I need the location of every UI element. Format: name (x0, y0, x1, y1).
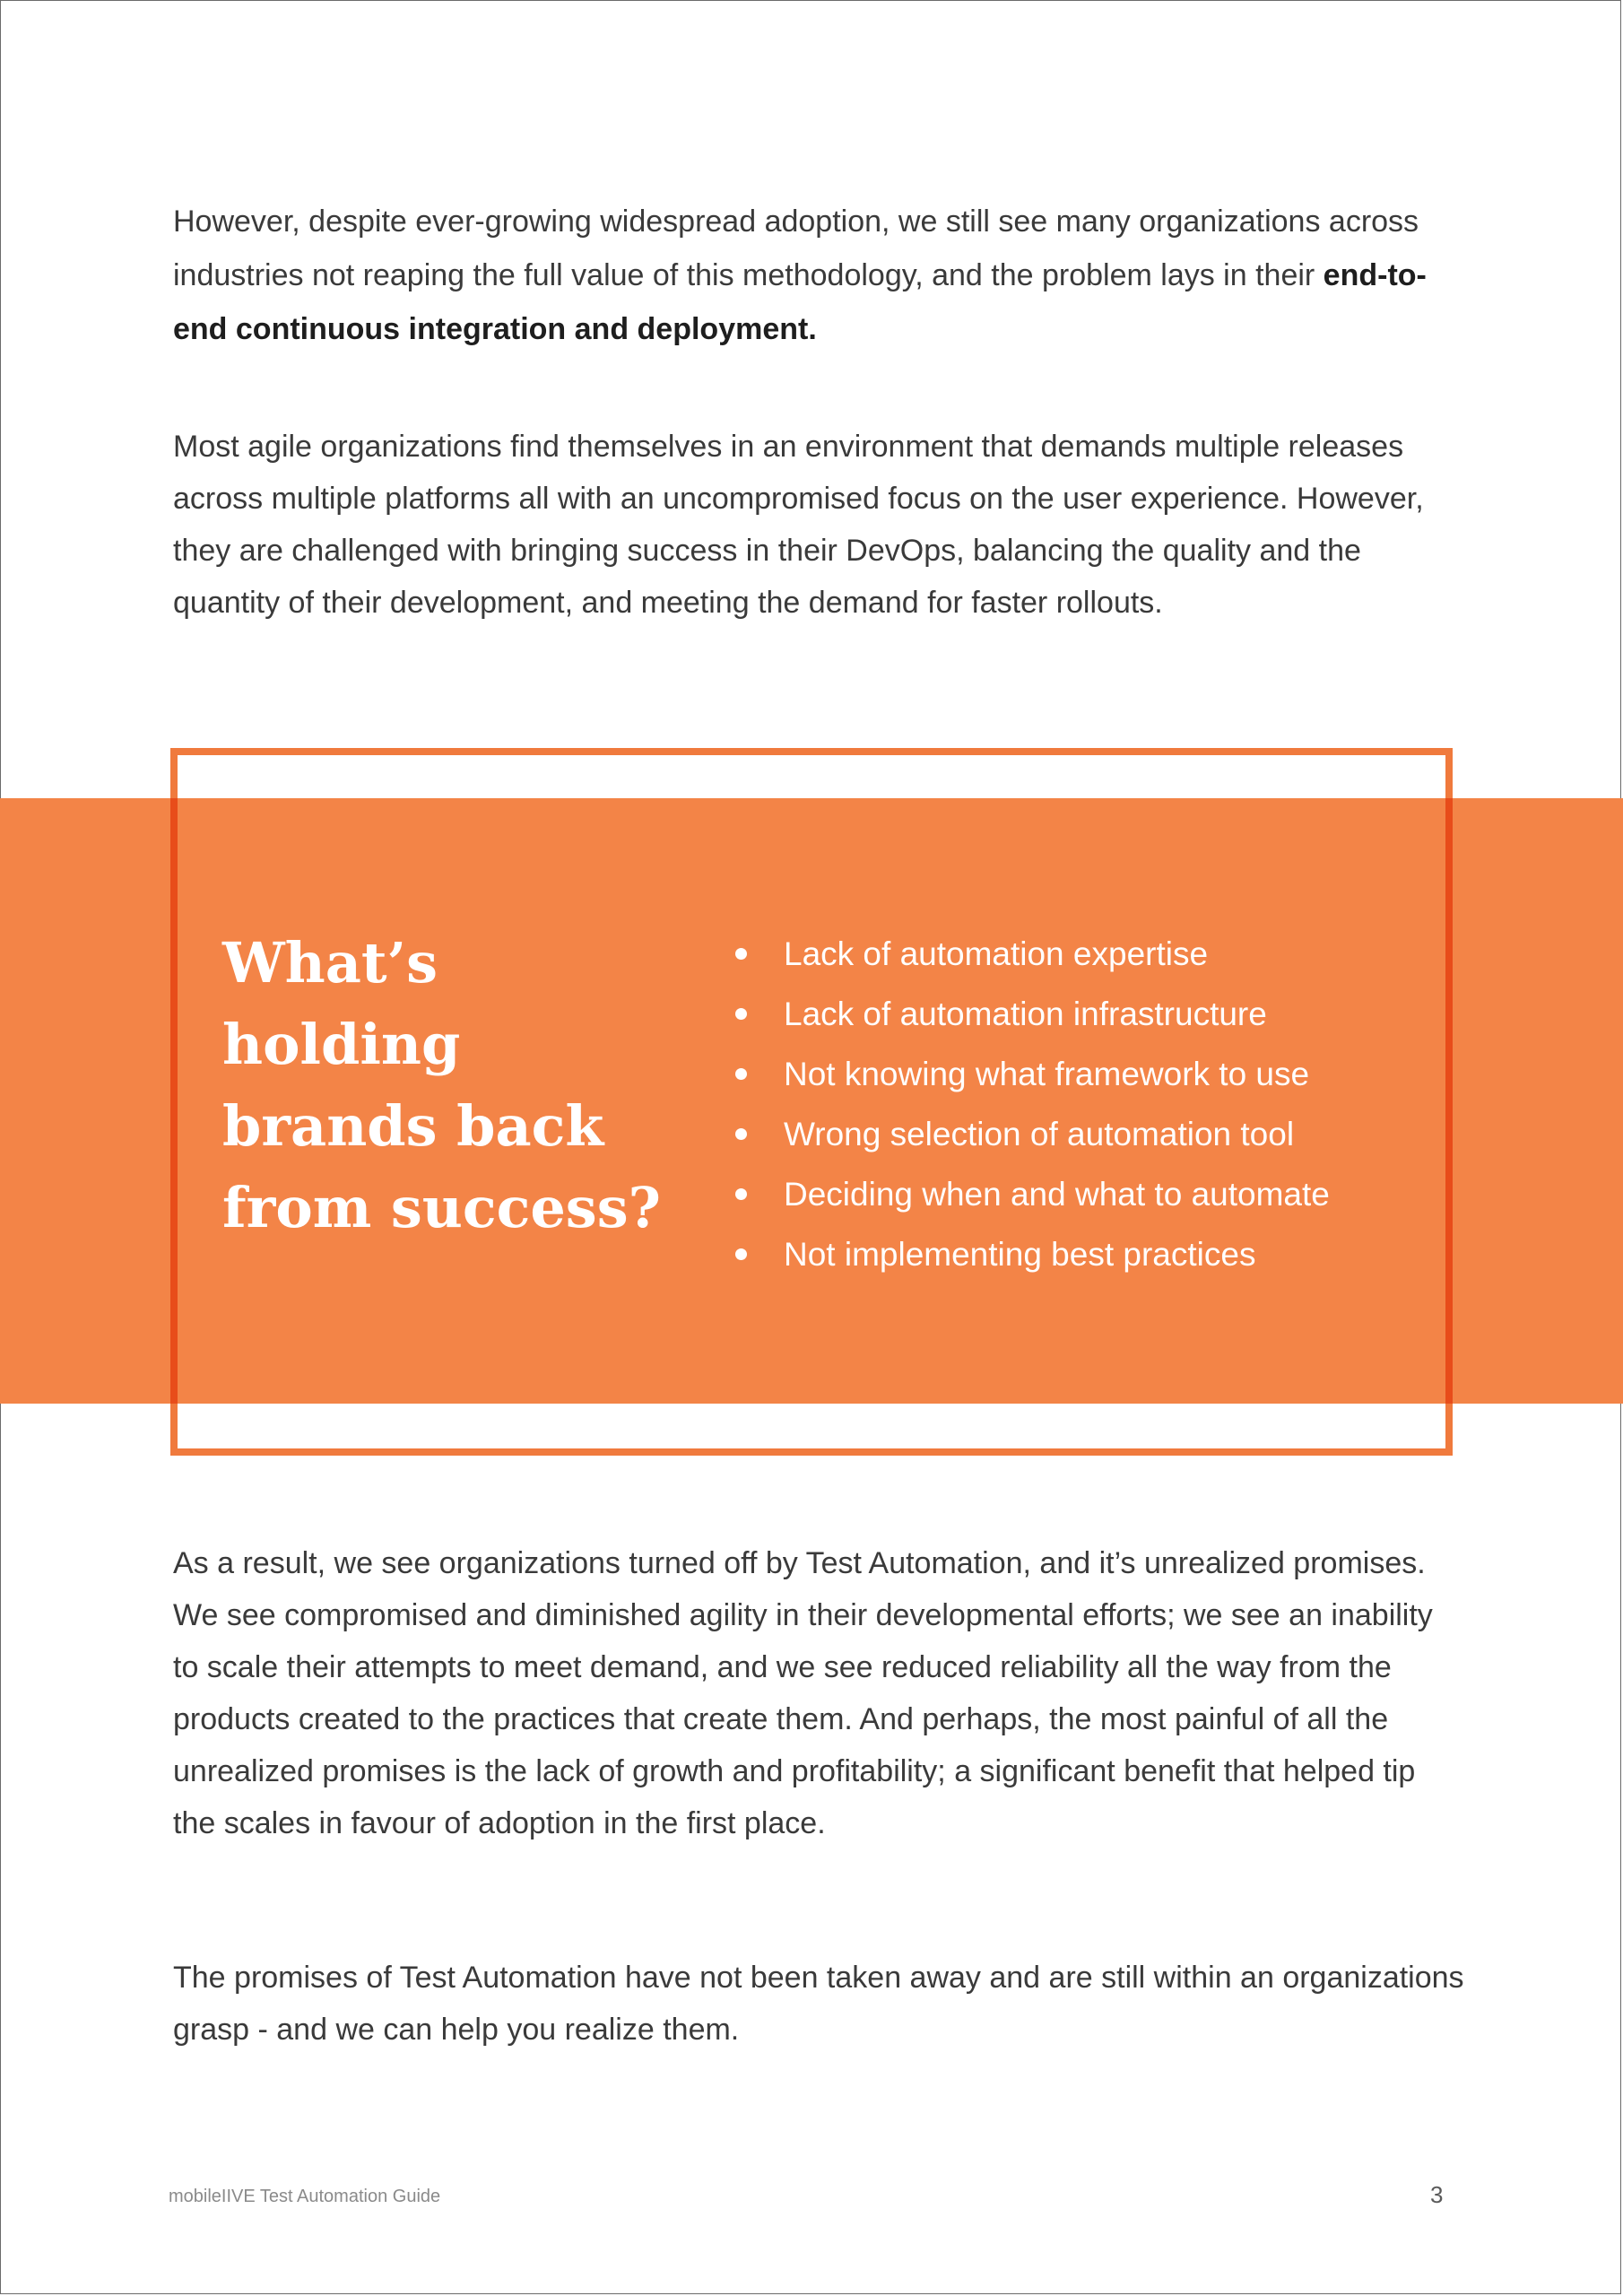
intro-paragraph-text: However, despite ever-growing widespread adoption, we still see many organizations across industries not reaping the full value of this methodology, and the problem lays in their (173, 204, 1419, 292)
callout-item-text: Lack of automation infrastructure (784, 996, 1267, 1032)
agile-paragraph: Most agile organizations find themselves in an environment that demands multiple releases across multiple platforms all with an uncompromised focus on the user experience. However, they are challenged with bringing success in their DevOps, balancing the quality and the quantity of their development, and meeting the demand for faster rollouts. (173, 430, 1424, 620)
result-paragraph: As a result, we see organizations turned off by Test Automation, and it’s unrealized promises. We see compromised and diminished agility in their developmental efforts; we see an inability to scale their attempts to meet demand, and we see reduced reliability all the way from the products created to the practices that create them. And perhaps, the most painful of all the unrealized promises is the lack of growth and profitability; a significant benefit that helped tip the scales in favour of adoption in the first place. (173, 1546, 1433, 1840)
callout-list-item (725, 1224, 1330, 1284)
bullet-icon (735, 1008, 747, 1020)
callout-item-text: Not knowing what framework to use (784, 1056, 1310, 1092)
intro-paragraph-emphasis: end-to-end continuous integration and deployment. (173, 258, 1427, 346)
callout-item-text: Lack of automation expertise (784, 935, 1209, 972)
bullet-icon (735, 1248, 747, 1260)
callout-item-text: Deciding when and what to automate (784, 1176, 1330, 1213)
bullet-icon (735, 948, 747, 960)
bullet-icon (735, 1068, 747, 1080)
callout-heading-line: from success? (222, 1175, 661, 1240)
callout-outline-left-edge (170, 798, 178, 1404)
callout-heading (222, 922, 689, 1248)
callout-list-item (725, 1164, 1330, 1224)
callout-heading-line: What’s holding (222, 930, 461, 1077)
callout-list-item (725, 924, 1330, 984)
callout-list-item (725, 984, 1330, 1044)
callout-item-text: Not implementing best practices (784, 1236, 1256, 1273)
footer-title: mobileIIVE Test Automation Guide (169, 2187, 441, 2206)
callout-list-item (725, 1104, 1330, 1164)
intro-paragraph (173, 195, 1464, 356)
promise-paragraph: The promises of Test Automation have not been taken away and are still within an organizations grasp - and we can help you realize them. (173, 1961, 1464, 2047)
callout-heading-line: brands back (222, 1093, 604, 1159)
callout-item-text: Wrong selection of automation tool (784, 1116, 1295, 1152)
page-number: 3 (1430, 2181, 1444, 2208)
callout-outline-right-edge (1445, 798, 1453, 1404)
bullet-icon (735, 1128, 747, 1140)
callout-list-item (725, 1044, 1330, 1104)
bullet-icon (735, 1188, 747, 1200)
callout-list (725, 924, 1330, 1284)
